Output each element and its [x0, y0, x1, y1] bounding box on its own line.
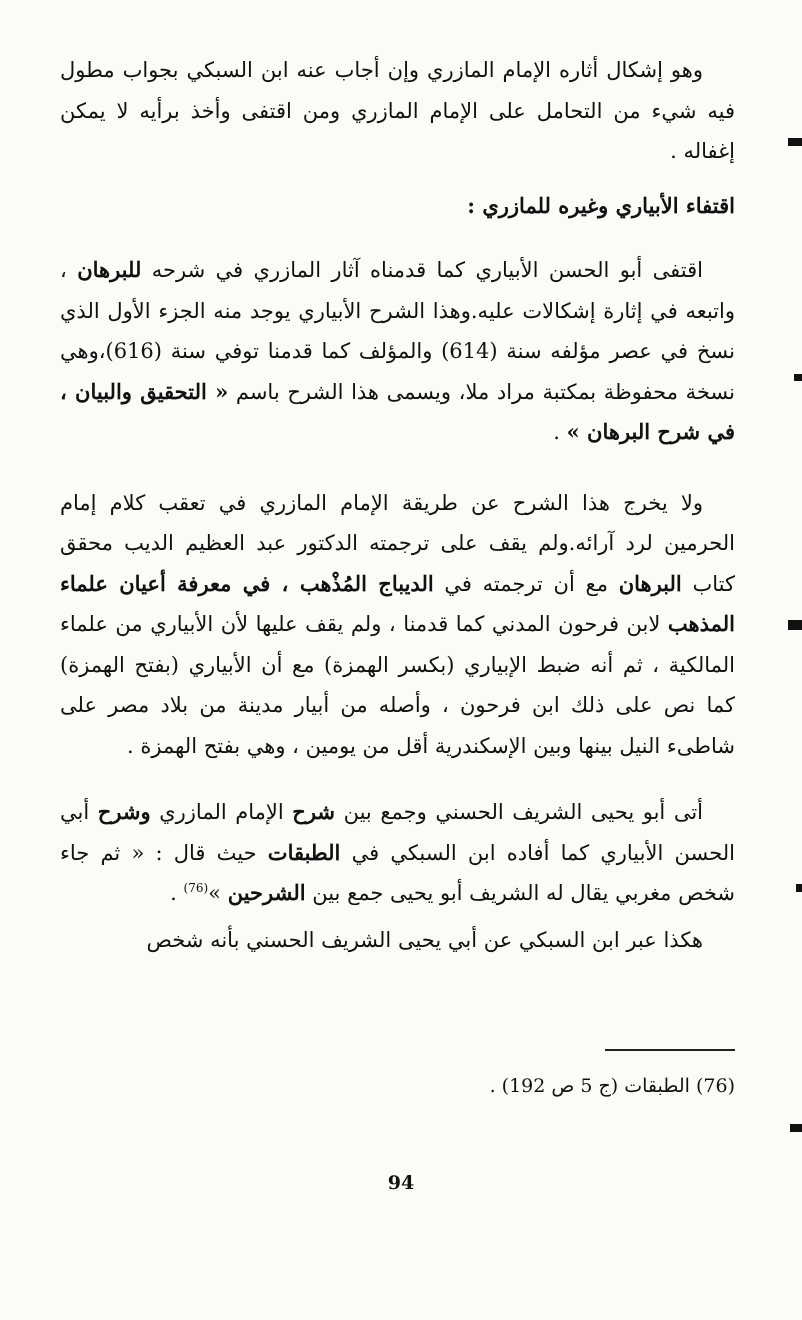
footnote-ref[interactable]: (76)	[183, 881, 209, 895]
paragraph-5: هكذا عبر ابن السبكي عن أبي يحيى الشريف الحسني بأنه شخص	[146, 927, 703, 952]
paragraph-4: أتى أبو يحيى الشريف الحسني وجمع بين شرح الإمام المازري وشرح أبي الحسن الأبياري كما أفاده ابن السبكي في الطبقات حيث قال : « ثم جاء شخص مغربي يقال له الشريف أبو يحيى جمع بين الشرحين »$^{(76)}$ .	[60, 799, 735, 905]
scan-edge-mark	[788, 620, 802, 630]
page-number: 94	[387, 1172, 415, 1194]
scan-edge-mark	[790, 1124, 802, 1132]
paragraph-2: اقتفى أبو الحسن الأبياري كما قدمناه آثار المازري في شرحه للبرهان ، واتبعه في إثارة إشكالات عليه.وهذا الشرح الأبياري يوجد منه الجزء الأول الذي نسخ في عصر مؤلفه سنة (614) والمؤلف كما قدمنا توفي سنة (616)،وهي نسخة محفوظة بمكتبة مراد ملا، ويسمى هذا الشرح باسم « التحقيق والبيان ، في شرح البرهان » .	[60, 257, 735, 444]
scan-edge-mark	[794, 374, 802, 381]
paragraph-3: ولا يخرج هذا الشرح عن طريقة الإمام المازري في تعقب كلام إمام الحرمين لرد آرائه.ولم يقف على ترجمته الدكتور عبد العظيم الديب محقق كتاب البرهان مع أن ترجمته في الديباج المُذْهب ، في معرفة أعيان علماء المذهب لابن فرحون المدني كما قدمنا ، ولم يقف عليها لأن الأبياري من علماء المالكية ، ثم أنه ضبط الإبياري (بكسر الهمزة) مع أن الأبياري (بفتح الهمزة) كما نص على ذلك ابن فرحون ، وأصله من أبيار مدينة من بلاد مصر على شاطىء النيل بينها وبين الإسكندرية أقل من يومين ، وهي بفتح الهمزة .	[60, 490, 735, 758]
page-body	[60, 50, 735, 960]
scan-edge-mark	[788, 138, 802, 146]
section-heading: اقتفاء الأبياري وغيره للمازري :	[467, 192, 735, 218]
footnote-divider	[605, 1049, 735, 1051]
scan-edge-mark	[796, 884, 802, 892]
paragraph-1: وهو إشكال أثاره الإمام المازري وإن أجاب عنه ابن السبكي بجواب مطول فيه شيء من التحامل على الإمام المازري ومن اقتفى وأخذ برأيه لا يمكن إغفاله .	[60, 58, 735, 163]
footnote-text: (76) الطبقات (ج 5 ص 192) .	[489, 1075, 735, 1097]
